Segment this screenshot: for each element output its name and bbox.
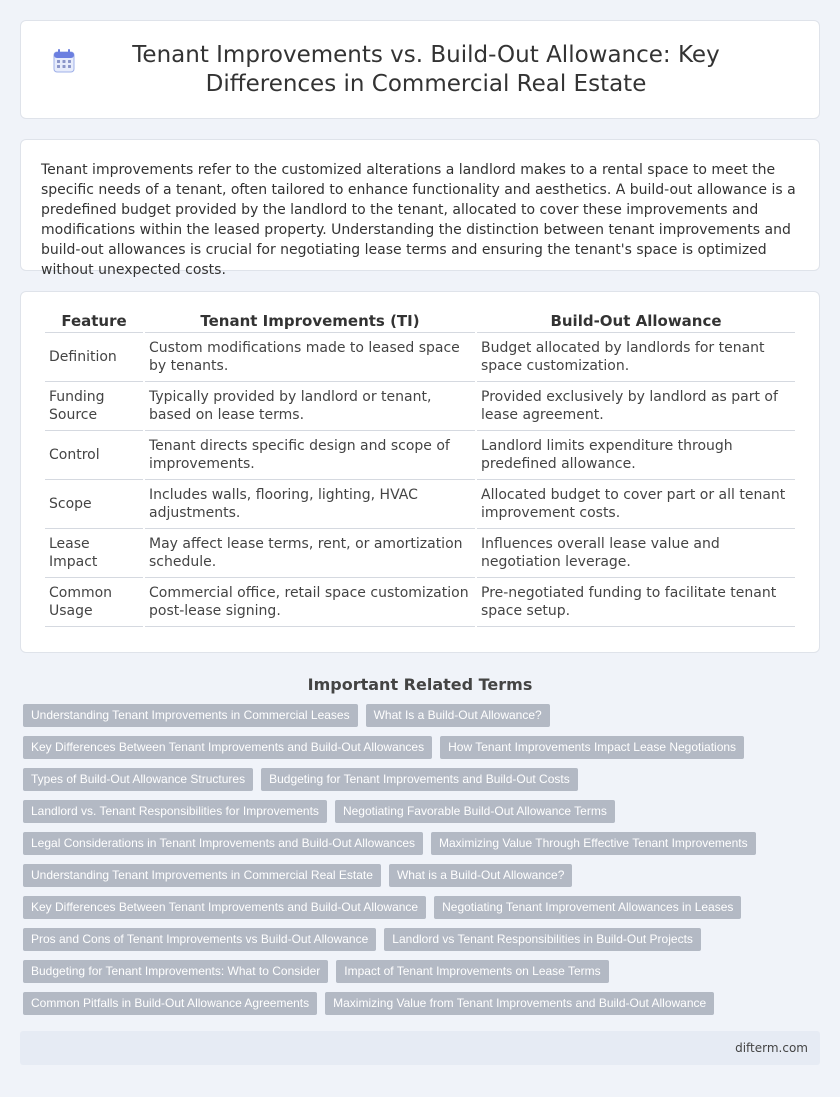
related-term-link[interactable]: Negotiating Favorable Build-Out Allowance Terms bbox=[335, 800, 615, 823]
related-term-link[interactable]: How Tenant Improvements Impact Lease Negotiations bbox=[440, 736, 744, 759]
related-term-link[interactable]: Maximizing Value from Tenant Improvements and Build-Out Allowance bbox=[325, 992, 714, 1015]
table-row bbox=[45, 480, 795, 529]
related-terms-list bbox=[20, 704, 820, 1015]
related-term-link[interactable]: Impact of Tenant Improvements on Lease Terms bbox=[336, 960, 608, 983]
related-term-link[interactable]: Budgeting for Tenant Improvements: What to Consider bbox=[23, 960, 328, 983]
table-row bbox=[45, 431, 795, 480]
intro-paragraph: Tenant improvements refer to the customized alterations a landlord makes to a rental space to meet the specific needs of a tenant, often tailored to enhance functionality and aesthetics. A build-out allowance is a predefined budget provided by the landlord to the tenant, allocated to cover these improvements and modifications within the leased property. Understanding the distinction between tenant improvements and build-out allowances is crucial for negotiating lease terms and ensuring the tenant's space is optimized without unexpected costs. bbox=[41, 162, 796, 278]
related-term-link[interactable]: Common Pitfalls in Build-Out Allowance Agreements bbox=[23, 992, 317, 1015]
comparison-table-card bbox=[20, 291, 820, 653]
boa-cell: Pre-negotiated funding to facilitate tenant space setup. bbox=[477, 578, 795, 627]
table-row bbox=[45, 529, 795, 578]
header-build-out-allowance: Build-Out Allowance bbox=[477, 308, 795, 333]
related-term-link[interactable]: Negotiating Tenant Improvement Allowances in Leases bbox=[434, 896, 741, 919]
table-row bbox=[45, 578, 795, 627]
related-term-link[interactable]: Legal Considerations in Tenant Improvements and Build-Out Allowances bbox=[23, 832, 423, 855]
feature-cell: Definition bbox=[45, 333, 143, 382]
related-term-link[interactable]: Landlord vs. Tenant Responsibilities for Improvements bbox=[23, 800, 327, 823]
header-feature: Feature bbox=[45, 308, 143, 333]
related-term-link[interactable]: Understanding Tenant Improvements in Commercial Leases bbox=[23, 704, 358, 727]
header-tenant-improvements: Tenant Improvements (TI) bbox=[145, 308, 475, 333]
related-term-link[interactable]: Budgeting for Tenant Improvements and Build-Out Costs bbox=[261, 768, 578, 791]
ti-cell: Tenant directs specific design and scope of improvements. bbox=[145, 431, 475, 480]
related-term-link[interactable]: Types of Build-Out Allowance Structures bbox=[23, 768, 253, 791]
ti-cell: Commercial office, retail space customization post-lease signing. bbox=[145, 578, 475, 627]
ti-cell: Typically provided by landlord or tenant, based on lease terms. bbox=[145, 382, 475, 431]
boa-cell: Influences overall lease value and negotiation leverage. bbox=[477, 529, 795, 578]
comparison-table bbox=[43, 308, 797, 627]
table-row bbox=[45, 382, 795, 431]
related-term-link[interactable]: Maximizing Value Through Effective Tenant Improvements bbox=[431, 832, 756, 855]
table-row bbox=[45, 333, 795, 382]
intro-card bbox=[20, 139, 820, 278]
feature-cell: Common Usage bbox=[45, 578, 143, 627]
ti-cell: Includes walls, flooring, lighting, HVAC adjustments. bbox=[145, 480, 475, 529]
related-term-link[interactable]: What Is a Build-Out Allowance? bbox=[366, 704, 550, 727]
related-term-link[interactable]: Key Differences Between Tenant Improvements and Build-Out Allowances bbox=[23, 736, 432, 759]
page-title: Tenant Improvements vs. Build-Out Allowance: Key Differences in Commercial Real Estate bbox=[132, 41, 720, 97]
boa-cell: Provided exclusively by landlord as part of lease agreement. bbox=[477, 382, 795, 431]
boa-cell: Budget allocated by landlords for tenant space customization. bbox=[477, 333, 795, 382]
ti-cell: Custom modifications made to leased space by tenants. bbox=[145, 333, 475, 382]
table-header-row bbox=[45, 308, 795, 333]
feature-cell: Funding Source bbox=[45, 382, 143, 431]
ti-cell: May affect lease terms, rent, or amortization schedule. bbox=[145, 529, 475, 578]
feature-cell: Control bbox=[45, 431, 143, 480]
calendar-icon bbox=[53, 49, 75, 73]
related-term-link[interactable]: Understanding Tenant Improvements in Commercial Real Estate bbox=[23, 864, 381, 887]
related-term-link[interactable]: Pros and Cons of Tenant Improvements vs Build-Out Allowance bbox=[23, 928, 376, 951]
related-term-link[interactable]: Key Differences Between Tenant Improvements and Build-Out Allowance bbox=[23, 896, 426, 919]
footer-site-link[interactable]: difterm.com bbox=[735, 1041, 808, 1055]
boa-cell: Landlord limits expenditure through predefined allowance. bbox=[477, 431, 795, 480]
related-term-link[interactable]: What is a Build-Out Allowance? bbox=[389, 864, 572, 887]
related-term-link[interactable]: Landlord vs Tenant Responsibilities in Build-Out Projects bbox=[384, 928, 701, 951]
feature-cell: Lease Impact bbox=[45, 529, 143, 578]
feature-cell: Scope bbox=[45, 480, 143, 529]
header-card bbox=[20, 20, 820, 119]
boa-cell: Allocated budget to cover part or all tenant improvement costs. bbox=[477, 480, 795, 529]
related-terms-title: Important Related Terms bbox=[307, 675, 533, 694]
footer bbox=[20, 1031, 820, 1065]
